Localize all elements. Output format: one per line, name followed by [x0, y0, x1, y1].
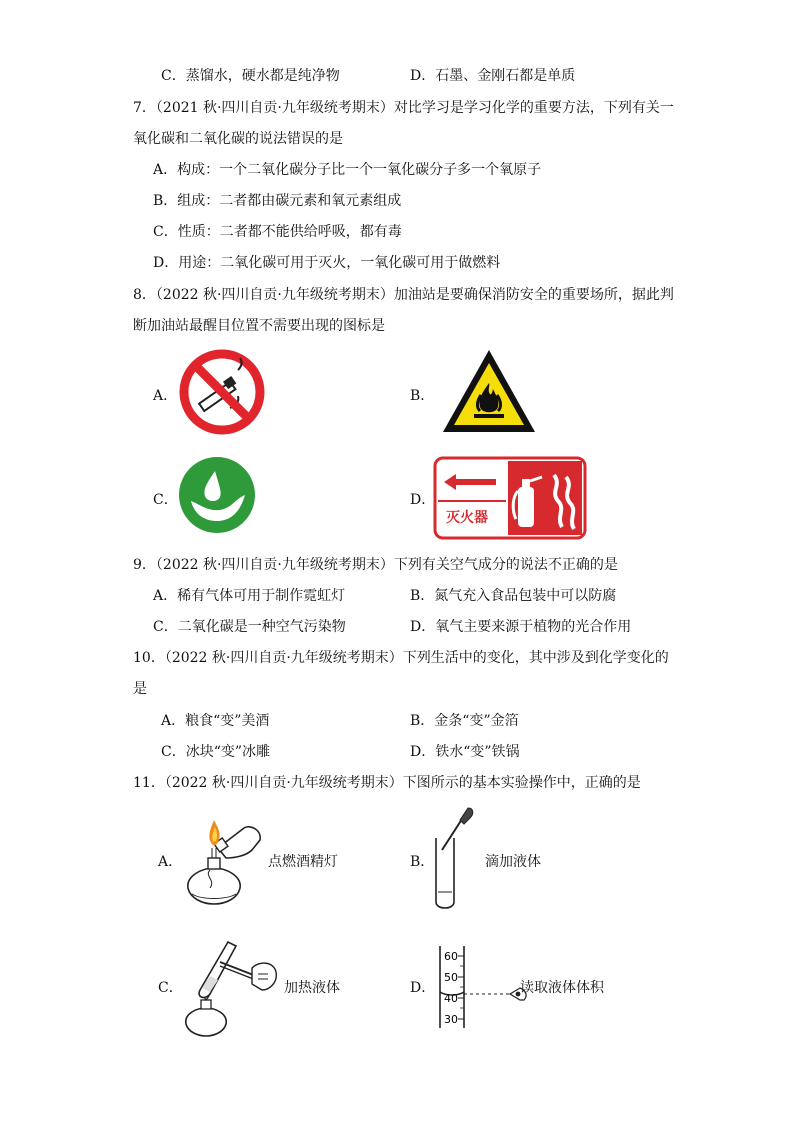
q10-stem-line1: 10．（2022 秋·四川自贡·九年级统考期末）下列生活中的变化，其中涉及到化学变化的: [133, 650, 669, 666]
q7-option-d: D．用途：二氧化碳可用于灭火，一氧化碳可用于做燃料: [153, 255, 501, 271]
q11-label-a: A．: [158, 854, 183, 870]
q11-label-d: D．: [410, 980, 436, 996]
q7-stem-line1: 7．（2021 秋·四川自贡·九年级统考期末）对比学习是学习化学的重要方法，下列有关一: [133, 100, 674, 116]
heating-liquid-icon: [180, 932, 284, 1036]
extinguisher-sign-text: 灭火器: [446, 510, 488, 526]
q8-label-d: D．: [410, 492, 436, 508]
q8-stem-line1: 8．（2022 秋·四川自贡·九年级统考期末）加油站是要确保消防安全的重要场所，据此判: [133, 287, 674, 303]
q9-option-b: B．氮气充入食品包装中可以防腐: [410, 588, 617, 604]
q6-option-c: C．蒸馏水，硬水都是纯净物: [161, 68, 340, 84]
q7-option-c: C．性质：二者都不能供给呼吸，都有毒: [153, 224, 402, 240]
q9-option-a: A．稀有气体可用于制作霓虹灯: [153, 588, 346, 604]
q9-option-c: C．二氧化碳是一种空气污染物: [153, 619, 346, 635]
q8-label-c: C．: [153, 492, 178, 508]
q11-caption-c: 加热液体: [284, 980, 340, 996]
tick-label-60: 60: [444, 950, 458, 963]
tick-label-50: 50: [444, 971, 458, 984]
q10-option-d: D．铁水“变”铁锅: [410, 744, 520, 760]
q11-label-c: C．: [158, 980, 183, 996]
no-smoking-icon: [178, 348, 266, 436]
lighting-alcohol-lamp-icon: [182, 818, 268, 910]
q8-label-a: A．: [153, 388, 178, 404]
q10-option-a: A．粮食“变”美酒: [161, 713, 270, 729]
q11-label-b: B．: [410, 854, 435, 870]
q6-option-d: D．石墨、金刚石都是单质: [410, 68, 576, 84]
q9-option-d: D．氧气主要来源于植物的光合作用: [410, 619, 632, 635]
q7-option-b: B．组成：二者都由碳元素和氧元素组成: [153, 193, 402, 209]
q7-option-a: A．构成：一个二氧化碳分子比一个一氧化碳分子多一个氧原子: [153, 162, 542, 178]
q11-caption-a: 点燃酒精灯: [268, 854, 338, 870]
q8-stem-line2: 断加油站最醒目位置不需要出现的图标是: [133, 318, 385, 334]
q11-stem: 11．（2022 秋·四川自贡·九年级统考期末）下图所示的基本实验操作中，正确的是: [133, 775, 641, 791]
water-saving-icon: [177, 455, 257, 535]
dropping-liquid-icon: [430, 808, 480, 912]
q11-caption-b: 滴加液体: [485, 854, 541, 870]
q10-option-c: C．冰块“变”冰雕: [161, 744, 271, 760]
q7-stem-line2: 氧化碳和二氧化碳的说法错误的是: [133, 131, 343, 147]
q10-option-b: B．金条“变”金箔: [410, 713, 519, 729]
q10-stem-line2: 是: [133, 681, 147, 697]
q9-stem: 9．（2022 秋·四川自贡·九年级统考期末）下列有关空气成分的说法不正确的是: [133, 557, 618, 573]
q11-caption-d: 读取液体体积: [520, 980, 604, 996]
q8-label-b: B．: [410, 388, 435, 404]
flammable-warning-icon: [440, 347, 538, 435]
tick-label-30: 30: [444, 1013, 458, 1026]
tick-label-40: 40: [444, 992, 458, 1005]
